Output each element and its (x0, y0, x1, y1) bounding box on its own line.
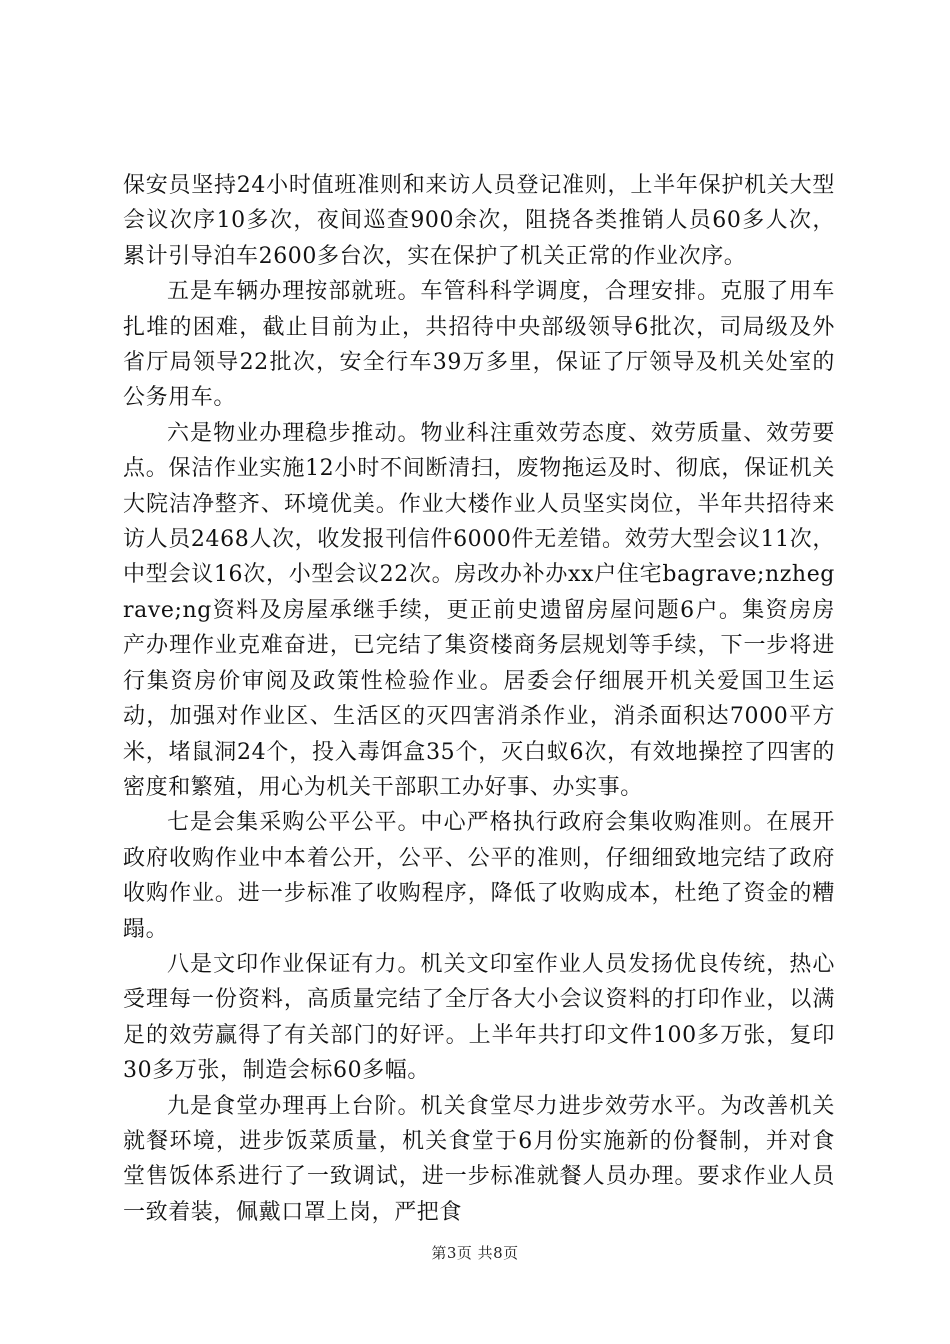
paragraph-4: 七是会集采购公平公平。中心严格执行政府会集收购准则。在展开政府收购作业中本着公开，公平、公平的准则，仔细细致地完结了政府收购作业。进一步标准了收购程序，降低了收购成本，杜绝了资金的糟蹋。 (123, 810, 835, 942)
paragraph-5: 八是文印作业保证有力。机关文印室作业人员发扬优良传统，热心受理每一份资料，高质量完结了全厅各大小会议资料的打印作业，以满足的效劳赢得了有关部门的好评。上半年共打印文件100多万张，复印30多万张，制造会标60多幅。 (123, 951, 835, 1084)
paragraph-2: 五是车辆办理按部就班。车管科科学调度，合理安排。克服了用车扎堆的困难，截止目前为止，共招待中央部级领导6批次，司局级及外省厅局领导22批次，安全行车39万多里，保证了厅领导及机关处室的公务用车。 (123, 279, 835, 411)
page-footer: 第3页 共8页 (431, 1244, 519, 1262)
paragraph-6: 九是食堂办理再上台阶。机关食堂尽力进步效劳水平。为改善机关就餐环境，进步饭菜质量，机关食堂于6月份实施新的份餐制，并对食堂售饭体系进行了一致调试，进一步标准就餐人员办理。要求作业人员一致着装，佩戴口罩上岗，严把食 (123, 1093, 835, 1225)
paragraph-3: 六是物业办理稳步推动。物业科注重效劳态度、效劳质量、效劳要点。保洁作业实施12小时不间断清扫，废物拖运及时、彻底，保证机关大院洁净整齐、环境优美。作业大楼作业人员坚实岗位，半年共招待来访人员2468人次，收发报刊信件6000件无差错。效劳大型会议11次，中型会议16次，小型会议22次。房改办补办xx户住宅bagrave;nzhegrave;ng资料及房屋承继手续，更正前史遗留房屋问题6户。集资房房产办理作业克难奋进，已完结了集资楼商务层规划等手续，下一步将进行集资房价审阅及政策性检验作业。居委会仔细展开机关爱国卫生运动，加强对作业区、生活区的灭四害消杀作业，消杀面积达7000平方米，堵鼠洞24个，投入毒饵盒35个，灭白蚁6次，有效地操控了四害的密度和繁殖，用心为机关干部职工办好事、办实事。 (123, 420, 835, 800)
document-body (123, 168, 835, 1230)
paragraph-1: 保安员坚持24小时值班准则和来访人员登记准则，上半年保护机关大型会议次序10多次，夜间巡查900余次，阻挠各类推销人员60多人次，累计引导泊车2600多台次，实在保护了机关正常的作业次序。 (123, 173, 835, 269)
